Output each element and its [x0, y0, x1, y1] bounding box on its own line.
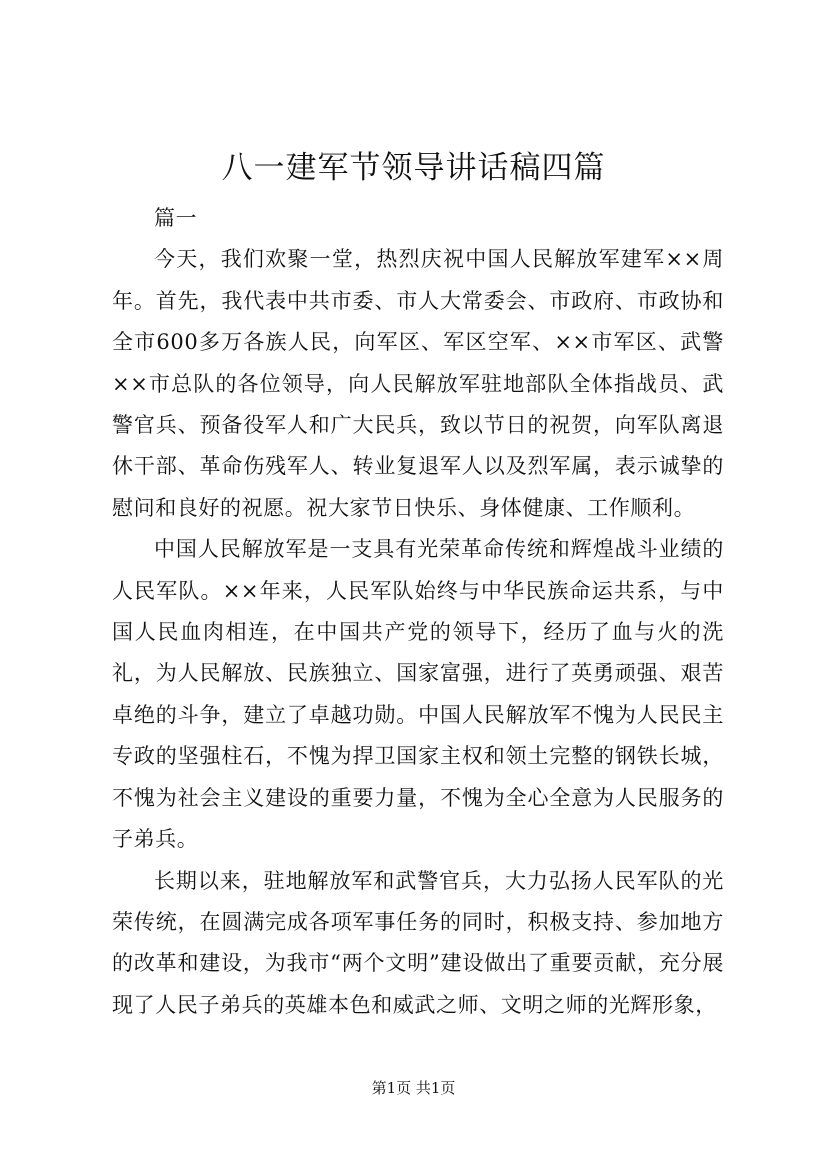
document-title: 八一建军节领导讲话稿四篇	[221, 150, 606, 186]
document-body	[112, 198, 724, 1026]
section-label: 篇一	[154, 206, 198, 230]
paragraph: 长期以来，驻地解放军和武警官兵，大力弘扬人民军队的光荣传统，在圆满完成各项军事任务的同时，积极支持、参加地方的改革和建设，为我市“两个文明”建设做出了重要贡献，充分展现了人民子弟兵的英雄本色和威武之师、文明之师的光辉形象，	[112, 868, 724, 1017]
page-footer: 第1页 共1页	[371, 1079, 456, 1097]
paragraph: 今天，我们欢聚一堂，热烈庆祝中国人民解放军建军××周年。首先，我代表中共市委、市人大常委会、市政府、市政协和全市600多万各族人民，向军区、军区空军、××市军区、武警××市总队的各位领导，向人民解放军驻地部队全体指战员、武警官兵、预备役军人和广大民兵，致以节日的祝贺，向军队离退休干部、革命伤残军人、转业复退军人以及烈军属，表示诚挚的慰问和良好的祝愿。祝大家节日快乐、身体健康、工作顺利。	[112, 247, 724, 520]
paragraph: 中国人民解放军是一支具有光荣革命传统和辉煌战斗业绩的人民军队。××年来，人民军队始终与中华民族命运共系，与中国人民血肉相连，在中国共产党的领导下，经历了血与火的洗礼，为人民解放、民族独立、国家富强，进行了英勇顽强、艰苦卓绝的斗争，建立了卓越功勋。中国人民解放军不愧为人民民主专政的坚强柱石，不愧为捍卫国家主权和领土完整的钢铁长城，不愧为社会主义建设的重要力量，不愧为全心全意为人民服务的子弟兵。	[112, 537, 724, 852]
